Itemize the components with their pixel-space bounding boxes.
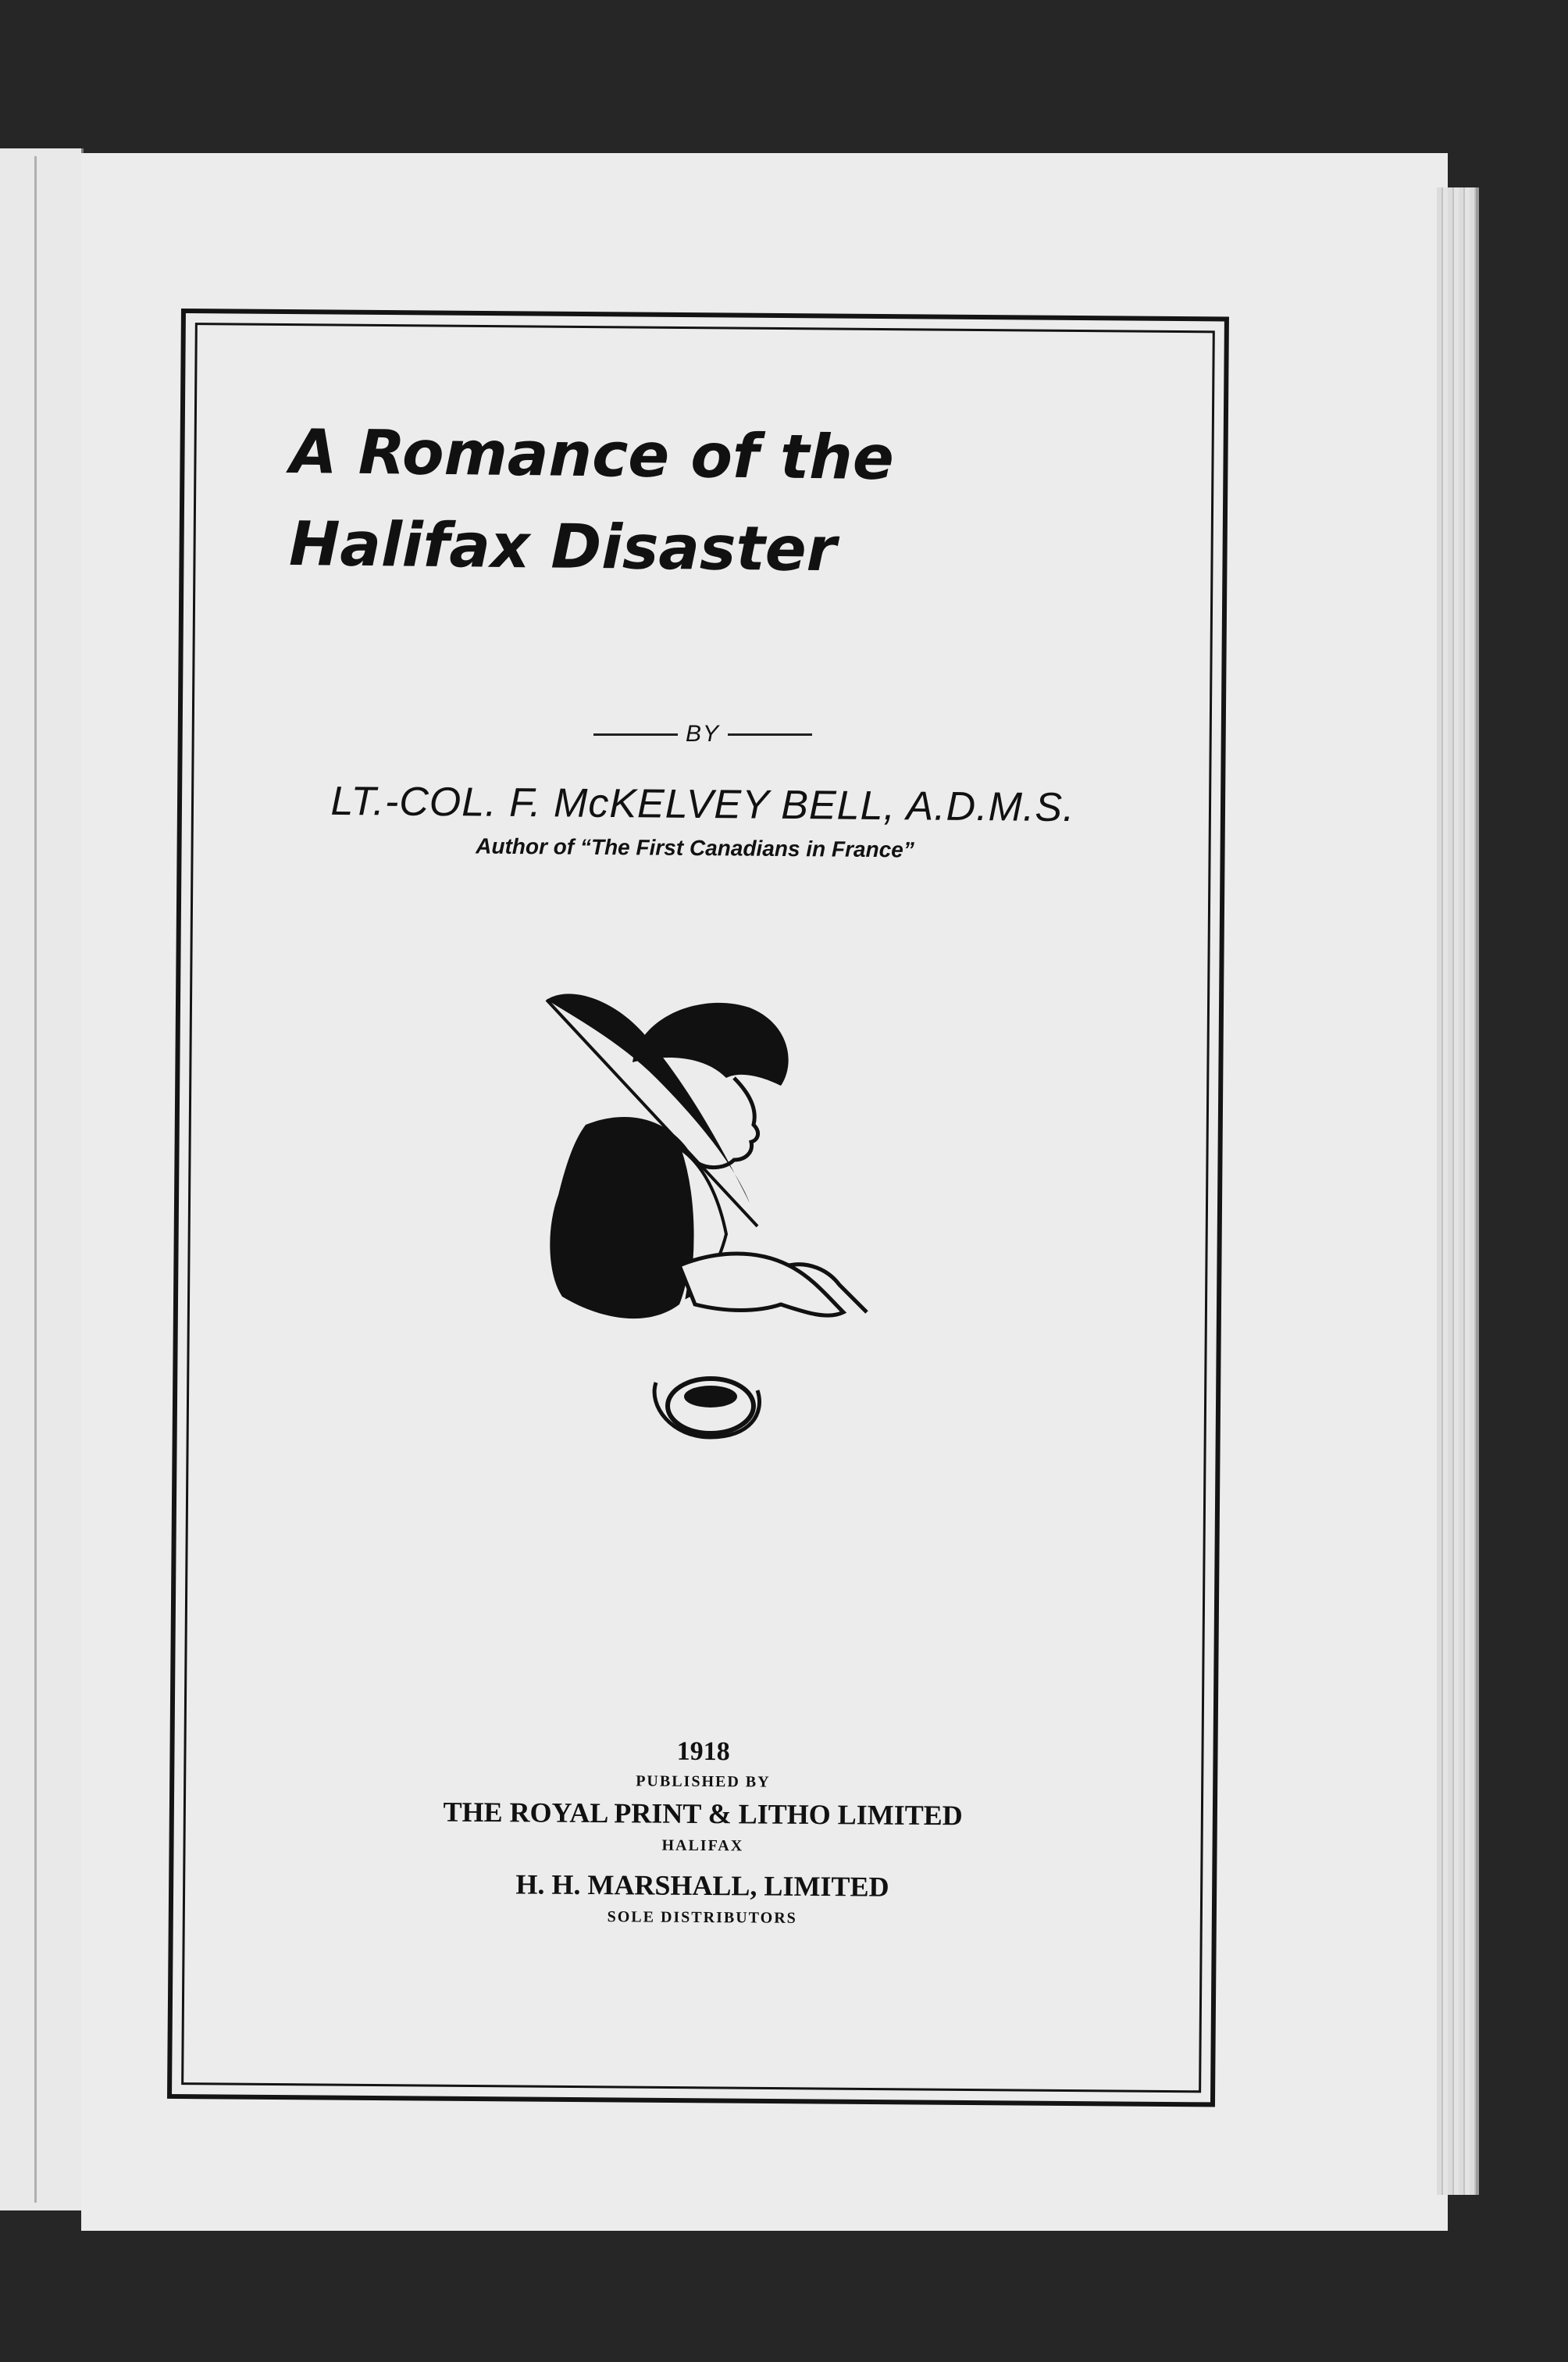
by-separator [593,719,812,750]
publisher-name: THE ROYAL PRINT & LITHO LIMITED [443,1796,963,1832]
book-spine [34,156,37,2203]
author-name: LT.-COL. F. McKELVEY BELL, A.D.M.S. [330,778,1075,831]
distributor-role: SOLE DISTRIBUTORS [607,1908,797,1927]
book-title-line-2: Halifax Disaster [288,508,837,586]
imprint-block [343,1732,1063,1932]
publisher-city: HALIFAX [661,1836,744,1855]
facing-page-edge [0,148,84,2210]
page-stack-edge [1437,187,1479,2195]
book-title-line-1: A Romance of the [289,416,895,494]
writer-with-quill-icon [500,969,906,1453]
publication-year: 1918 [676,1736,730,1767]
rule-right [728,733,812,736]
distributor-name: H. H. MARSHALL, LIMITED [515,1868,889,1903]
rule-left [593,733,678,736]
author-credit: Author of “The First Canadians in France” [476,833,914,862]
published-by-label: PUBLISHED BY [636,1772,771,1791]
by-label: BY [685,721,721,747]
book-title [289,406,1071,598]
